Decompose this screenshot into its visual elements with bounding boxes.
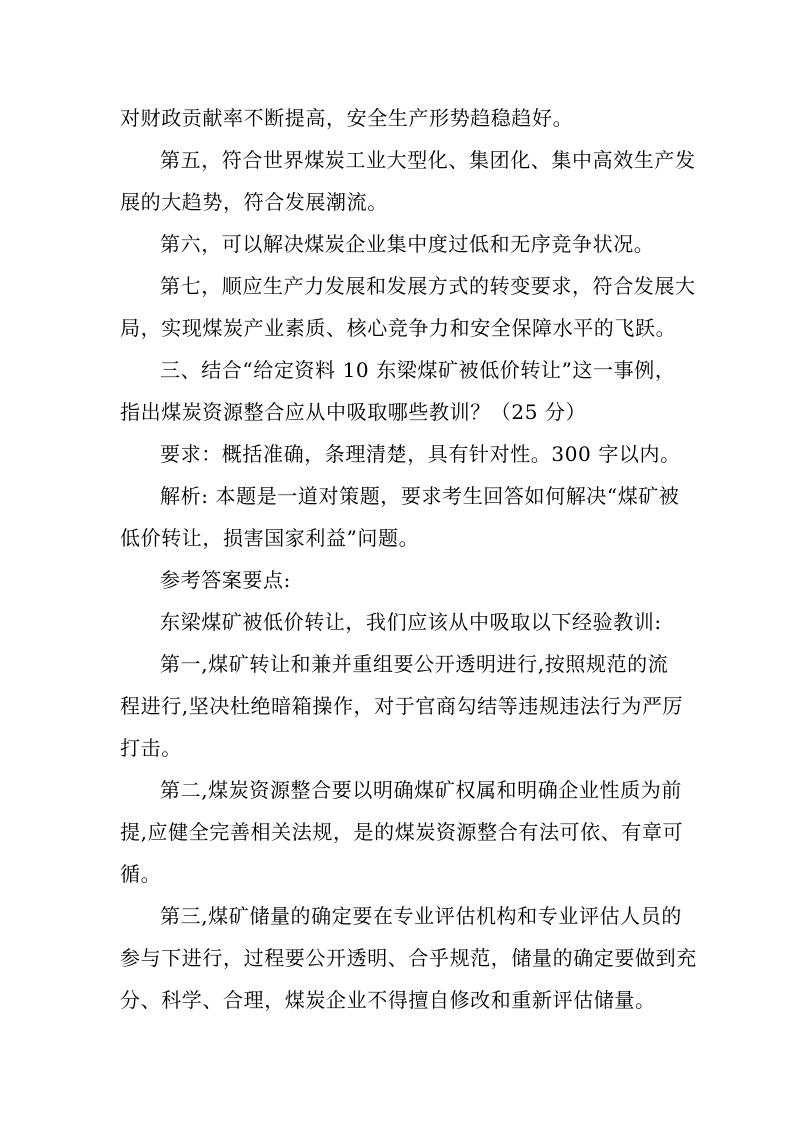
text-line: 低价转让，损害国家利益”问题。 [120, 526, 420, 550]
text-line: 第一,煤矿转让和兼并重组要公开透明进行,按照规范的流 [160, 652, 669, 676]
text-line: 对财政贡献率不断提高，安全生产形势趋稳趋好。 [120, 106, 574, 130]
text-line: 第七，顺应生产力发展和发展方式的转变要求，符合发展大 [160, 274, 696, 298]
text-line: 展的大趋势，符合发展潮流。 [120, 190, 388, 214]
text-line: 参与下进行，过程要公开透明、合乎规范，储量的确定要做到充 [120, 946, 697, 970]
text-line: 东梁煤矿被低价转让，我们应该从中吸取以下经验教训: [160, 610, 662, 634]
text-line: 第六，可以解决煤炭企业集中度过低和无序竞争状况。 [160, 232, 655, 256]
text-line: 第三,煤矿储量的确定要在专业评估机构和专业评估人员的 [160, 904, 682, 928]
text-line: 提,应健全完善相关法规，是的煤炭资源整合有法可依、有章可 [120, 820, 684, 844]
text-line: 解析: 本题是一道对策题，要求考生回答如何解决“煤矿被 [160, 484, 680, 508]
text-line: 第五，符合世界煤炭工业大型化、集团化、集中高效生产发 [160, 148, 696, 172]
text-line: 循。 [120, 862, 162, 886]
text-line: 局，实现煤炭产业素质、核心竞争力和安全保障水平的飞跃。 [120, 316, 677, 340]
text-line: 程进行,坚决杜绝暗箱操作，对于官商勾结等违规违法行为严厉 [120, 694, 684, 718]
text-line: 参考答案要点: [160, 568, 291, 592]
text-line: 要求：概括准确，条理清楚，具有针对性。300 字以内。 [160, 442, 681, 466]
text-line: 打击。 [120, 736, 182, 760]
text-line: 三、结合“给定资料 10 东梁煤矿被低价转让”这一事例， [160, 358, 676, 382]
text-line: 指出煤炭资源整合应从中吸取哪些教训？（25 分） [120, 400, 587, 424]
text-line: 分、科学、合理，煤炭企业不得擅自修改和重新评估储量。 [120, 988, 656, 1012]
text-line: 第二,煤炭资源整合要以明确煤矿权属和明确企业性质为前 [160, 778, 682, 802]
